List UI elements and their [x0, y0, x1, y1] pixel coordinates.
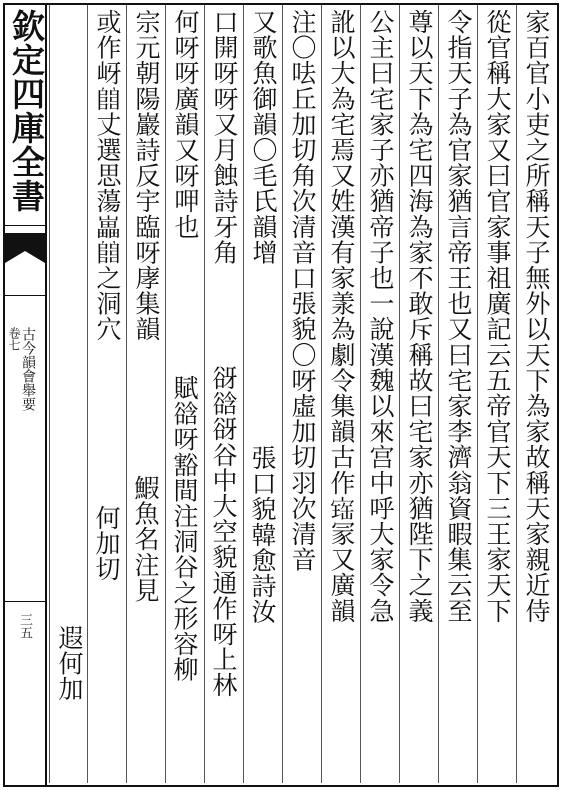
- text-column: [438, 5, 477, 783]
- text-column: [126, 5, 165, 783]
- margin-rule: [5, 295, 45, 296]
- column-text: 遐何加: [55, 625, 84, 702]
- text-column: [399, 5, 438, 783]
- column-text: 又歌魚御韻〇毛氏韻增: [249, 9, 278, 265]
- margin-rule: [5, 225, 45, 226]
- column-text: 家百官小吏之所稱天子無外以天下為家故稱天家親近侍: [522, 9, 551, 624]
- text-column: [87, 5, 126, 783]
- column-text: 谺谽谺谷中大空貌通作呀上林: [209, 365, 238, 698]
- column-text: 賦谽呀豁間注洞谷之形容柳: [170, 375, 199, 683]
- text-column: [204, 5, 243, 783]
- page-number: 三五: [17, 613, 32, 639]
- text-column: [49, 5, 88, 783]
- text-column: [360, 5, 399, 783]
- column-text: 或作岈𨺅丈選思蕩𡾋𨺅之洞穴: [93, 9, 122, 342]
- column-text: 宗元朝陽巖詩反宇臨呀庨集韻: [132, 9, 161, 342]
- column-text: 何呀呀廣韻又呀呷也: [171, 9, 200, 240]
- column-text: 注〇呿丘加切角次清音口張貌〇呀虛加切羽次清音: [288, 9, 317, 573]
- text-column: [516, 5, 555, 783]
- column-text: 何加切: [92, 505, 121, 582]
- text-column: [243, 5, 282, 783]
- text-column: [321, 5, 360, 783]
- column-text: 口開呀呀又月蝕詩牙角: [210, 9, 239, 265]
- fishtail-ornament-icon: [5, 233, 45, 269]
- column-text: 鰕魚名注見: [131, 475, 160, 603]
- text-body: [49, 5, 555, 783]
- column-text: 張口貌韓愈詩汝: [248, 445, 277, 625]
- margin-rule: [5, 601, 45, 602]
- column-text: 令指天子為官家猶言帝王也又曰宅家李濟翁資暇集云至: [444, 9, 473, 624]
- column-text: 尊以天下為宅四海為家不敢斥稱故曰宅家亦猶陛下之義: [405, 9, 434, 624]
- text-column: [282, 5, 321, 783]
- book-title: 欽定四庫全書: [7, 9, 46, 213]
- book-subtitle: 古今韻會舉要: [20, 327, 36, 411]
- page-frame: [3, 3, 559, 787]
- column-text: 公主曰宅家子亦猶帝子也一說漢魏以來宫中呼大家令急: [366, 9, 395, 624]
- page-margin: [5, 5, 47, 785]
- column-text: 從官稱大家又曰官家事祖廣記云五帝官天下三王家天下: [483, 9, 512, 624]
- text-column: [477, 5, 516, 783]
- juan-number: 卷七: [7, 327, 21, 351]
- text-column: [165, 5, 204, 783]
- column-text: 訛以大為宅焉又姓漢有家羕為劇令集韻古作𡩧冡又廣韻: [327, 9, 356, 624]
